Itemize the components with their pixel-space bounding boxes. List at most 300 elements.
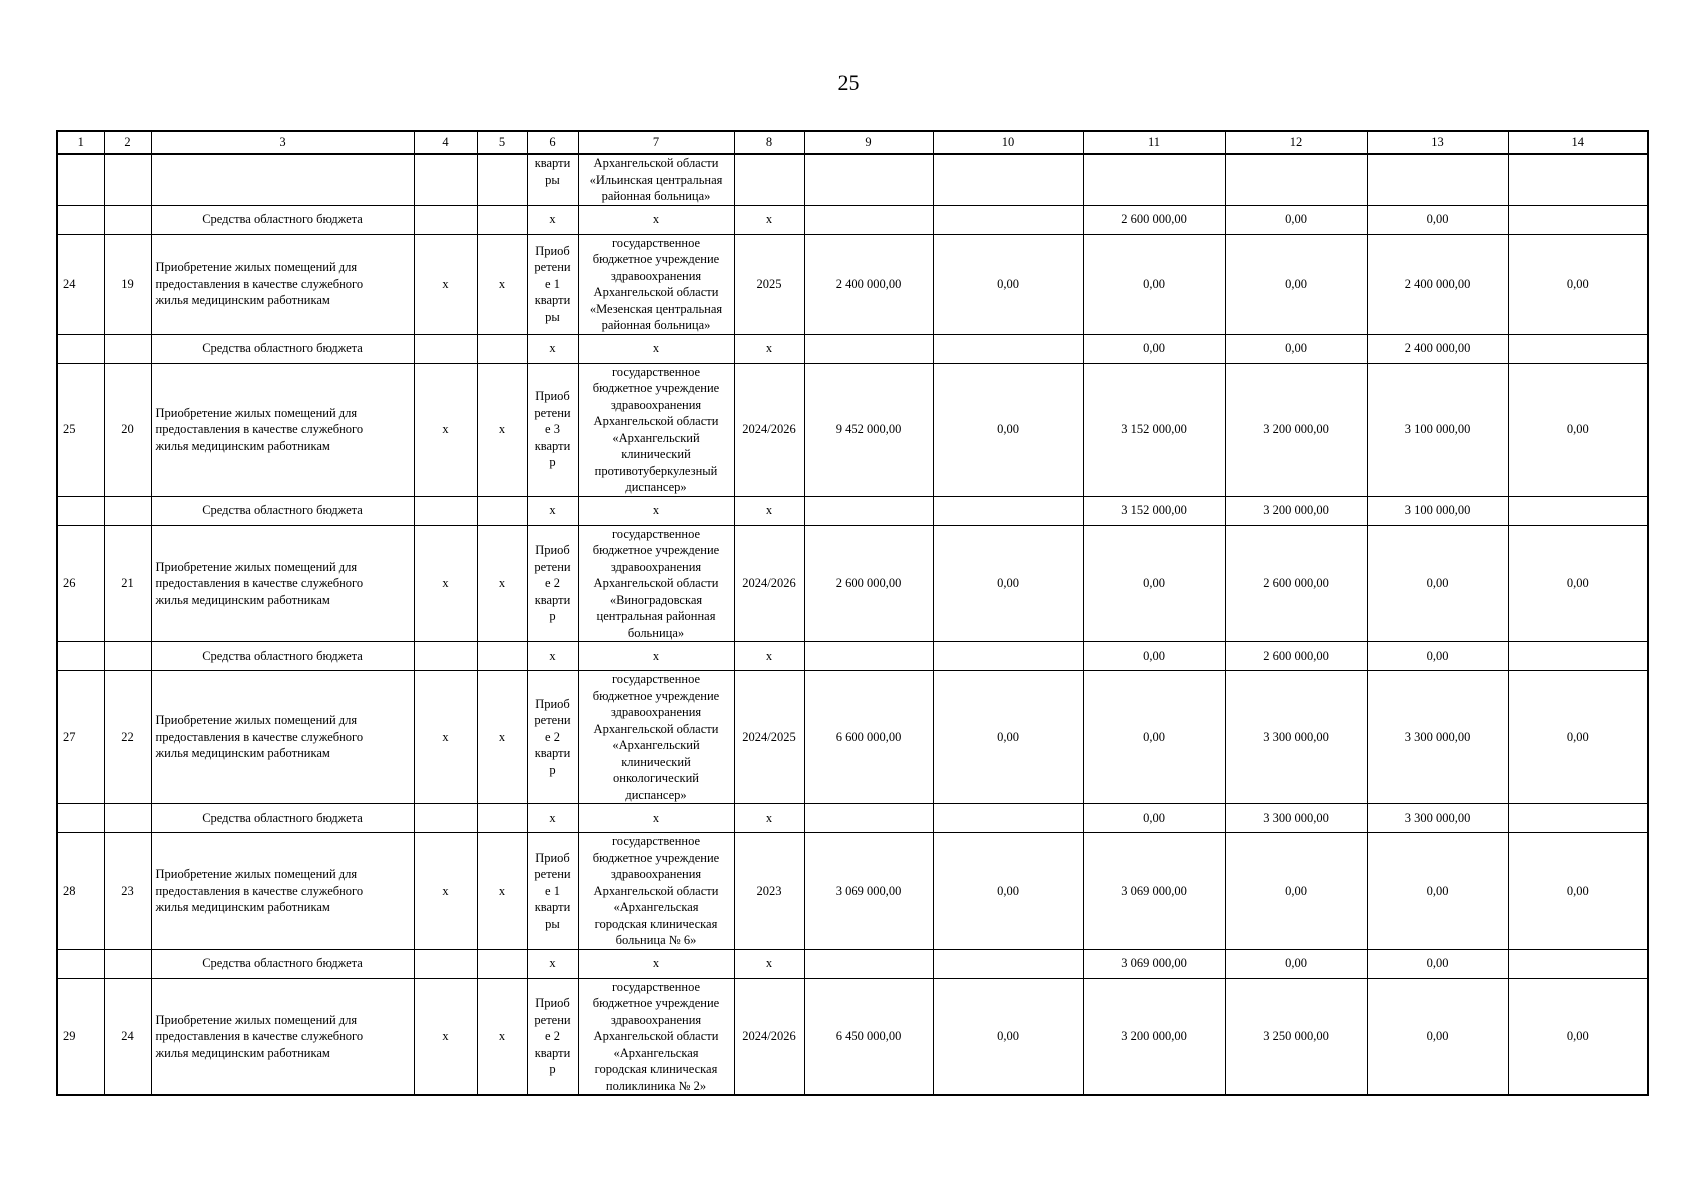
amount-cell: 0,00 (933, 234, 1083, 334)
cell-empty (1508, 154, 1648, 205)
total-cell (804, 949, 933, 978)
total-cell: 6 450 000,00 (804, 978, 933, 1095)
cell-line: государственное (611, 364, 701, 379)
row-number-cell: 27 (57, 671, 104, 804)
amount-cell (1508, 804, 1648, 833)
cell-empty (477, 642, 527, 671)
cell-line: государственное (611, 526, 701, 541)
period-cell: х (734, 804, 804, 833)
cell-empty (104, 334, 151, 363)
amount-cell: 0,00 (1367, 833, 1508, 950)
cell-empty (477, 804, 527, 833)
cell-line: противотуберкулезный (594, 463, 718, 478)
cell-line: жилья медицинским работникам (155, 746, 330, 761)
cell-empty (104, 154, 151, 205)
amount-cell: 0,00 (1225, 833, 1367, 950)
amount-cell: 2 600 000,00 (1225, 525, 1367, 642)
cell-empty (151, 154, 414, 205)
activity-cell: х (527, 642, 578, 671)
total-cell: 6 600 000,00 (804, 671, 933, 804)
executor-cell: х (578, 334, 734, 363)
header-cell: 3 (151, 131, 414, 154)
cell-line: больница» (627, 625, 685, 640)
total-cell (804, 496, 933, 525)
cell-line: е 2 (545, 1029, 560, 1043)
period-cell: х (734, 334, 804, 363)
measure-name-cell (151, 525, 414, 642)
amount-cell: 0,00 (1508, 525, 1648, 642)
row-number-cell: 26 (57, 525, 104, 642)
activity-cell (527, 525, 578, 642)
cell-empty (414, 205, 477, 234)
cell-empty (104, 949, 151, 978)
cell-line: диспансер» (625, 787, 687, 802)
cell-empty (57, 804, 104, 833)
measure-row (57, 525, 1648, 642)
funding-source-label: Средства областного бюджета (151, 205, 414, 234)
cell-line: Приоб (535, 696, 570, 711)
item-number-cell: 24 (104, 978, 151, 1095)
amount-cell: 0,00 (1083, 804, 1225, 833)
measure-row (57, 833, 1648, 950)
cell-line: Архангельской области (593, 1029, 719, 1043)
cell-line: предоставления в качестве служебного (155, 276, 364, 291)
executor-cell: х (578, 205, 734, 234)
amount-cell: 2 400 000,00 (1367, 234, 1508, 334)
cell-line: ретени (534, 559, 571, 574)
cell-empty (57, 205, 104, 234)
cell-line: р (549, 762, 556, 777)
funding-source-row (57, 949, 1648, 978)
cell-empty (414, 154, 477, 205)
period-cell: х (734, 496, 804, 525)
amount-cell: 3 152 000,00 (1083, 363, 1225, 496)
cell-line: здравоохранения (610, 705, 702, 719)
cell-line: кварти (534, 293, 571, 308)
activity-cell: х (527, 949, 578, 978)
activity-cell (527, 154, 578, 205)
cell-empty (804, 154, 933, 205)
cell-line: Архангельской области (593, 883, 719, 898)
amount-cell: 0,00 (1367, 205, 1508, 234)
item-number-cell: 20 (104, 363, 151, 496)
measure-name-cell (151, 234, 414, 334)
amount-cell: 3 300 000,00 (1225, 804, 1367, 833)
executor-cell (578, 363, 734, 496)
amount-cell (1508, 334, 1648, 363)
cell-line: районная больница» (601, 189, 711, 203)
amount-cell (933, 334, 1083, 363)
period-cell: х (734, 205, 804, 234)
cell-line: больница № 6» (615, 933, 697, 947)
header-row (57, 131, 1648, 154)
cell-line: Архангельской области (593, 156, 719, 170)
amount-cell: 0,00 (933, 671, 1083, 804)
amount-cell: 0,00 (1225, 205, 1367, 234)
amount-cell (1508, 642, 1648, 671)
amount-cell: 0,00 (1508, 978, 1648, 1095)
cell-line: районная больница» (601, 318, 711, 332)
funding-source-row (57, 334, 1648, 363)
cell-line: здравоохранения (610, 559, 702, 574)
measure-row (57, 671, 1648, 804)
amount-cell: 3 069 000,00 (1083, 833, 1225, 950)
amount-cell: 0,00 (1508, 671, 1648, 804)
cell-line: бюджетное учреждение (592, 381, 720, 395)
row-number-cell: 28 (57, 833, 104, 950)
cell-empty (477, 496, 527, 525)
total-cell: 3 069 000,00 (804, 833, 933, 950)
header-cell: 8 (734, 131, 804, 154)
cell-empty (933, 154, 1083, 205)
cell-empty (477, 334, 527, 363)
activity-cell: х (527, 804, 578, 833)
cell-line: поликлиника № 2» (605, 1078, 707, 1093)
activity-cell (527, 671, 578, 804)
header-cell: 5 (477, 131, 527, 154)
amount-cell: 3 100 000,00 (1367, 496, 1508, 525)
amount-cell: 3 100 000,00 (1367, 363, 1508, 496)
cell-line: онкологический (613, 771, 699, 785)
cell-x: х (477, 234, 527, 334)
header-cell: 7 (578, 131, 734, 154)
amount-cell (1508, 496, 1648, 525)
cell-x: х (414, 525, 477, 642)
cell-line: жилья медицинским работникам (155, 592, 330, 607)
amount-cell: 0,00 (1225, 334, 1367, 363)
executor-cell (578, 154, 734, 205)
amount-cell: 0,00 (1367, 525, 1508, 642)
cell-empty (1083, 154, 1225, 205)
cell-x: х (477, 525, 527, 642)
cell-line: е 3 (545, 422, 560, 437)
cell-x: х (414, 671, 477, 804)
cell-empty (104, 496, 151, 525)
amount-cell (933, 205, 1083, 234)
cell-line: Приобретение жилых помещений для (155, 867, 358, 881)
executor-cell: х (578, 804, 734, 833)
executor-cell (578, 234, 734, 334)
cell-x: х (477, 978, 527, 1095)
cell-line: государственное (611, 672, 701, 686)
period-cell: 2024/2026 (734, 525, 804, 642)
amount-cell: 0,00 (1225, 234, 1367, 334)
cell-empty (414, 949, 477, 978)
cell-line: кварти (534, 746, 571, 761)
measure-name-cell (151, 833, 414, 950)
amount-cell: 3 300 000,00 (1367, 804, 1508, 833)
header-cell: 13 (1367, 131, 1508, 154)
funding-source-label: Средства областного бюджета (151, 642, 414, 671)
amount-cell: 0,00 (933, 833, 1083, 950)
cell-line: «Мезенская центральная (589, 301, 723, 316)
amount-cell: 2 600 000,00 (1225, 642, 1367, 671)
cell-line: ретени (534, 260, 571, 275)
amount-cell: 0,00 (1367, 642, 1508, 671)
cell-empty (734, 154, 804, 205)
executor-cell: х (578, 642, 734, 671)
measure-row (57, 234, 1648, 334)
amount-cell (933, 496, 1083, 525)
total-cell (804, 804, 933, 833)
cell-line: Приобретение жилых помещений для (155, 405, 358, 420)
cell-line: Приоб (535, 850, 570, 865)
funding-source-label: Средства областного бюджета (151, 804, 414, 833)
amount-cell: 3 069 000,00 (1083, 949, 1225, 978)
cell-line: «Архангельский (612, 738, 700, 752)
amount-cell: 0,00 (1083, 234, 1225, 334)
budget-table (56, 130, 1649, 1096)
activity-cell: х (527, 205, 578, 234)
cell-line: кварти (534, 438, 571, 453)
total-cell: 9 452 000,00 (804, 363, 933, 496)
cell-x: х (414, 833, 477, 950)
amount-cell: 0,00 (933, 978, 1083, 1095)
cell-line: Приобретение жилых помещений для (155, 713, 358, 728)
cell-empty (57, 154, 104, 205)
amount-cell: 0,00 (1508, 363, 1648, 496)
cell-line: предоставления в качестве служебного (155, 422, 364, 437)
amount-cell (933, 804, 1083, 833)
cell-empty (57, 334, 104, 363)
cell-line: государственное (611, 834, 701, 848)
cell-line: Приобретение жилых помещений для (155, 260, 358, 275)
cell-line: кварти (534, 1045, 571, 1060)
cell-line: жилья медицинским работникам (155, 1045, 330, 1060)
row-number-cell: 24 (57, 234, 104, 334)
cell-line: предоставления в качестве служебного (155, 729, 364, 744)
cell-line: ретени (534, 1012, 571, 1027)
amount-cell: 0,00 (1367, 949, 1508, 978)
cell-empty (104, 804, 151, 833)
period-cell: 2024/2026 (734, 978, 804, 1095)
cell-empty (104, 642, 151, 671)
cell-line: государственное (611, 979, 701, 994)
amount-cell (933, 949, 1083, 978)
period-cell: х (734, 949, 804, 978)
cell-line: е 1 (545, 883, 560, 898)
cell-line: жилья медицинским работникам (155, 900, 330, 914)
cell-line: кварти (534, 900, 571, 914)
amount-cell: 0,00 (933, 525, 1083, 642)
cell-empty (1367, 154, 1508, 205)
cell-line: р (549, 455, 556, 470)
cell-empty (477, 949, 527, 978)
cell-line: Приоб (535, 543, 570, 557)
amount-cell: 3 200 000,00 (1225, 496, 1367, 525)
funding-source-row (57, 496, 1648, 525)
cell-line: кварти (534, 592, 571, 607)
cell-line: центральная районная (596, 609, 716, 623)
cell-line: ретени (534, 867, 571, 881)
cell-x: х (414, 234, 477, 334)
cell-line: Архангельской области (593, 721, 719, 736)
amount-cell: 0,00 (1083, 642, 1225, 671)
cell-line: е 1 (545, 276, 560, 291)
cell-line: Приобретение жилых помещений для (155, 1012, 358, 1027)
executor-cell (578, 671, 734, 804)
cell-line: Приоб (535, 243, 570, 258)
cell-empty (414, 496, 477, 525)
amount-cell: 3 200 000,00 (1083, 978, 1225, 1095)
header-cell: 2 (104, 131, 151, 154)
row-number-cell: 25 (57, 363, 104, 496)
amount-cell: 0,00 (1083, 525, 1225, 642)
cell-empty (57, 949, 104, 978)
cell-empty (104, 205, 151, 234)
amount-cell: 3 152 000,00 (1083, 496, 1225, 525)
cell-line: бюджетное учреждение (592, 543, 720, 557)
total-cell (804, 205, 933, 234)
cell-line: р (549, 1062, 556, 1076)
cell-line: бюджетное учреждение (592, 850, 720, 865)
amount-cell: 2 400 000,00 (1367, 334, 1508, 363)
activity-cell (527, 978, 578, 1095)
item-number-cell: 19 (104, 234, 151, 334)
header-cell: 12 (1225, 131, 1367, 154)
cell-line: бюджетное учреждение (592, 252, 720, 266)
cell-line: ретени (534, 713, 571, 728)
funding-source-label: Средства областного бюджета (151, 949, 414, 978)
cell-line: диспансер» (625, 480, 687, 494)
header-cell: 14 (1508, 131, 1648, 154)
cell-empty (57, 496, 104, 525)
executor-cell: х (578, 496, 734, 525)
cell-line: Архангельской области (593, 576, 719, 590)
header-cell: 11 (1083, 131, 1225, 154)
cell-line: здравоохранения (610, 268, 702, 283)
amount-cell: 3 250 000,00 (1225, 978, 1367, 1095)
period-cell: 2024/2025 (734, 671, 804, 804)
executor-cell (578, 525, 734, 642)
total-cell: 2 600 000,00 (804, 525, 933, 642)
cell-line: жилья медицинским работникам (155, 293, 330, 308)
period-cell: 2023 (734, 833, 804, 950)
amount-cell: 0,00 (1225, 949, 1367, 978)
cell-empty (1225, 154, 1367, 205)
header-cell: 10 (933, 131, 1083, 154)
cell-line: «Ильинская центральная (589, 172, 723, 187)
total-cell: 2 400 000,00 (804, 234, 933, 334)
header-cell: 1 (57, 131, 104, 154)
amount-cell (933, 642, 1083, 671)
cell-line: ретени (534, 405, 571, 420)
executor-cell (578, 978, 734, 1095)
cell-line: здравоохранения (610, 397, 702, 412)
funding-source-row (57, 642, 1648, 671)
cell-line: здравоохранения (610, 1012, 702, 1027)
funding-source-row (57, 804, 1648, 833)
measure-name-cell (151, 363, 414, 496)
cell-line: «Архангельская (613, 1045, 699, 1060)
amount-cell: 0,00 (1083, 334, 1225, 363)
cell-line: Приоб (535, 389, 570, 404)
cell-empty (477, 205, 527, 234)
cell-line: ры (545, 916, 560, 931)
amount-cell (1508, 205, 1648, 234)
cell-x: х (477, 833, 527, 950)
cell-line: Архангельской области (593, 285, 719, 299)
item-number-cell: 22 (104, 671, 151, 804)
amount-cell: 3 300 000,00 (1225, 671, 1367, 804)
cell-x: х (414, 978, 477, 1095)
activity-cell (527, 363, 578, 496)
amount-cell: 0,00 (1083, 671, 1225, 804)
activity-cell (527, 833, 578, 950)
cell-line: е 2 (545, 729, 560, 744)
cell-line: жилья медицинским работникам (155, 438, 330, 453)
continuation-row (57, 154, 1648, 205)
cell-line: государственное (611, 235, 701, 250)
cell-line: ры (545, 309, 560, 324)
amount-cell: 0,00 (1508, 234, 1648, 334)
period-cell: 2025 (734, 234, 804, 334)
measure-row (57, 978, 1648, 1095)
funding-source-row (57, 205, 1648, 234)
cell-line: Приоб (535, 996, 570, 1010)
amount-cell: 0,00 (1367, 978, 1508, 1095)
cell-x: х (414, 363, 477, 496)
amount-cell: 2 600 000,00 (1083, 205, 1225, 234)
cell-x: х (477, 363, 527, 496)
cell-line: здравоохранения (610, 867, 702, 881)
cell-empty (57, 642, 104, 671)
cell-empty (414, 334, 477, 363)
amount-cell: 0,00 (1508, 833, 1648, 950)
cell-line: Приобретение жилых помещений для (155, 559, 358, 574)
cell-line: предоставления в качестве служебного (155, 1029, 364, 1043)
cell-line: «Виноградовская (609, 592, 703, 607)
cell-line: городская клиническая (594, 916, 718, 931)
amount-cell: 0,00 (933, 363, 1083, 496)
item-number-cell: 23 (104, 833, 151, 950)
cell-line: Архангельской области (593, 414, 719, 428)
cell-line: «Архангельская (613, 900, 699, 914)
cell-line: е 2 (545, 576, 560, 590)
measure-name-cell (151, 978, 414, 1095)
funding-source-label: Средства областного бюджета (151, 334, 414, 363)
activity-cell: х (527, 334, 578, 363)
measure-row (57, 363, 1648, 496)
period-cell: 2024/2026 (734, 363, 804, 496)
cell-empty (477, 154, 527, 205)
activity-cell: х (527, 496, 578, 525)
amount-cell (1508, 949, 1648, 978)
cell-line: городская клиническая (594, 1062, 718, 1076)
cell-empty (414, 642, 477, 671)
cell-line: бюджетное учреждение (592, 996, 720, 1010)
cell-line: ры (545, 172, 560, 187)
cell-line: клинический (621, 447, 691, 461)
item-number-cell: 21 (104, 525, 151, 642)
measure-name-cell (151, 671, 414, 804)
cell-line: предоставления в качестве служебного (155, 576, 364, 590)
total-cell (804, 642, 933, 671)
executor-cell: х (578, 949, 734, 978)
row-number-cell: 29 (57, 978, 104, 1095)
amount-cell: 3 300 000,00 (1367, 671, 1508, 804)
cell-line: клинический (621, 754, 691, 769)
cell-empty (414, 804, 477, 833)
cell-x: х (477, 671, 527, 804)
header-cell: 4 (414, 131, 477, 154)
header-cell: 6 (527, 131, 578, 154)
cell-line: предоставления в качестве служебного (155, 883, 364, 898)
header-cell: 9 (804, 131, 933, 154)
cell-line: кварти (534, 156, 571, 170)
period-cell: х (734, 642, 804, 671)
cell-line: «Архангельский (612, 430, 700, 445)
